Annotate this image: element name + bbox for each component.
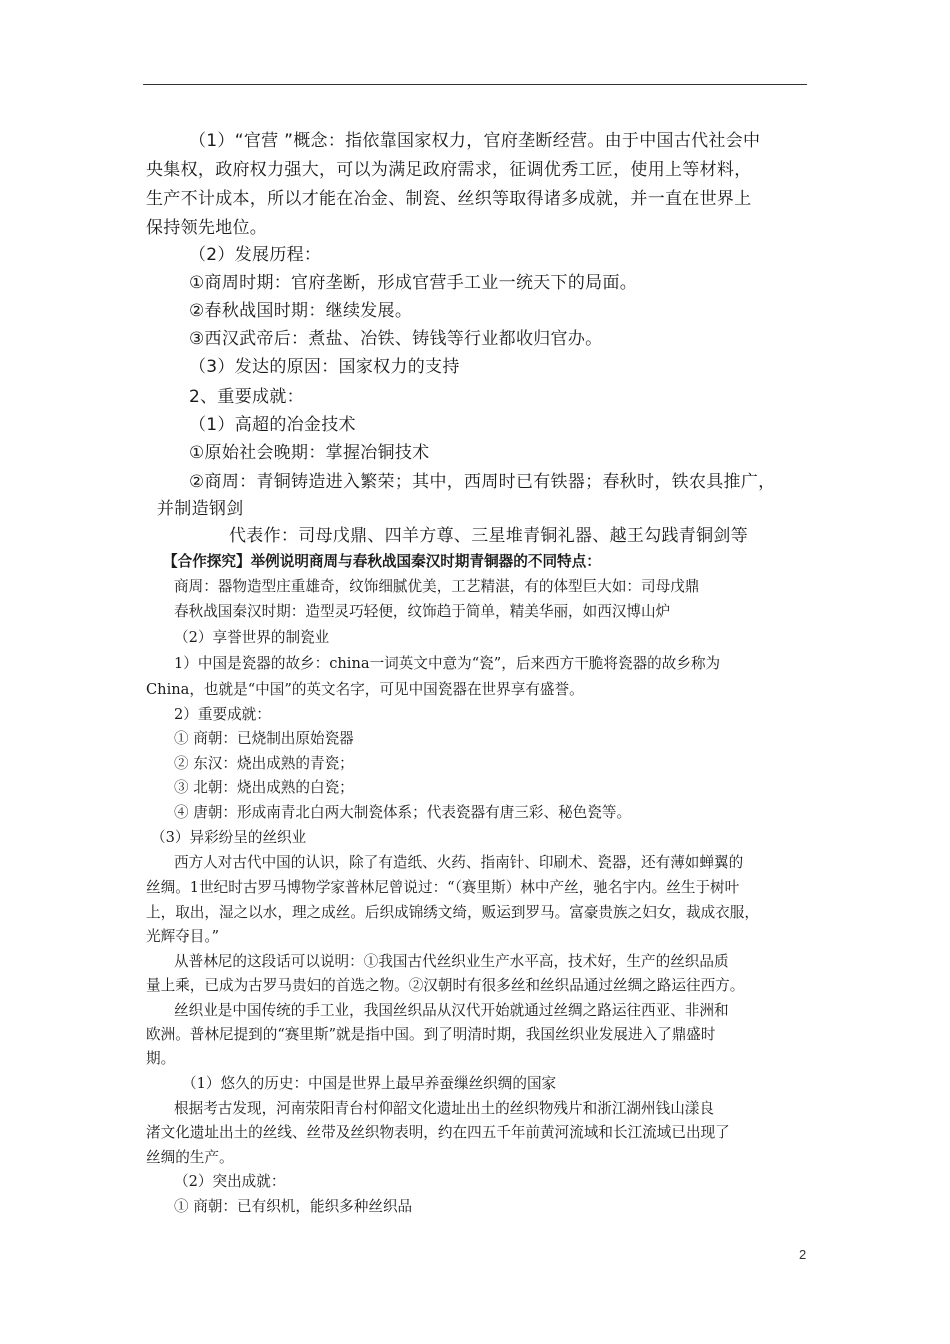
text-line: 根据考古发现，河南荥阳青台村仰韶文化遗址出土的丝织物残片和浙江湖州钱山漾良 — [174, 1100, 714, 1117]
text-line: 丝绸。1世纪时古罗马博物学家普林尼曾说过：“（赛里斯）林中产丝，驰名宇内。丝生于树叶 — [146, 879, 740, 896]
text-line: ① 商朝：已烧制出原始瓷器 — [174, 730, 354, 747]
text-line: 光辉夺目。” — [146, 928, 220, 945]
text-line: ③ 北朝：烧出成熟的白瓷； — [174, 779, 354, 796]
text-line: （3）异彩纷呈的丝织业 — [151, 829, 307, 846]
text-line: 春秋战国秦汉时期：造型灵巧轻便，纹饰趋于简单，精美华丽，如西汉博山炉 — [174, 603, 671, 620]
text-line: ②春秋战国时期：继续发展。 — [189, 301, 413, 321]
text-line: ② 东汉：烧出成熟的青瓷； — [174, 755, 354, 772]
text-line: 2、重要成就： — [189, 387, 304, 407]
text-line: 并制造钢剑 — [157, 499, 244, 519]
text-line: （2）享誉世界的制瓷业 — [174, 629, 330, 646]
text-line: （1）“官营 ”概念：指依靠国家权力，官府垄断经营。由于中国古代社会中 — [189, 131, 761, 151]
text-line: 生产不计成本，所以才能在冶金、制瓷、丝织等取得诸多成就，并一直在世界上 — [146, 189, 752, 209]
text-line: 欧洲。普林尼提到的“赛里斯”就是指中国。到了明清时期，我国丝织业发展进入了鼎盛时 — [146, 1026, 716, 1043]
header-rule — [143, 84, 807, 85]
text-line: ①商周时期：官府垄断，形成官营手工业一统天下的局面。 — [189, 273, 638, 293]
text-line: 1）中国是瓷器的故乡：china一词英文中意为“瓷”，后来西方干脆将瓷器的故乡称为 — [174, 655, 721, 672]
text-line: 保持领先地位。 — [146, 218, 268, 238]
section-heading: 【合作探究】举例说明商周与春秋战国秦汉时期青铜器的不同特点： — [163, 553, 601, 570]
text-line: ① 商朝：已有织机，能织多种丝织品 — [174, 1198, 413, 1215]
text-line: 渚文化遗址出土的丝线、丝带及丝织物表明，约在四五千年前黄河流域和长江流域已出现了 — [146, 1124, 730, 1141]
text-line: （2）发展历程： — [189, 245, 322, 265]
text-line: 代表作：司母戊鼎、四羊方尊、三星堆青铜礼器、越王勾践青铜剑等 — [229, 526, 748, 546]
text-line: 商周：器物造型庄重雄奇，纹饰细腻优美，工艺精湛，有的体型巨大如：司母戊鼎 — [174, 578, 700, 595]
text-line: （1）高超的冶金技术 — [189, 415, 356, 435]
text-line: ①原始社会晚期：掌握冶铜技术 — [189, 443, 430, 463]
text-line: 丝织业是中国传统的手工业，我国丝织品从汉代开始就通过丝绸之路运往西亚、非洲和 — [174, 1002, 729, 1019]
text-line: 2）重要成就： — [174, 706, 271, 723]
text-line: （3）发达的原因：国家权力的支持 — [189, 357, 460, 377]
text-line: China，也就是“中国”的英文名字，可见中国瓷器在世界享有盛誉。 — [146, 681, 584, 698]
text-line: ③西汉武帝后：煮盐、冶铁、铸钱等行业都收归官办。 — [189, 329, 603, 349]
text-line: 央集权，政府权力强大，可以为满足政府需求，征调优秀工匠，使用上等材料， — [146, 160, 752, 180]
text-line: ④ 唐朝：形成南青北白两大制瓷体系；代表瓷器有唐三彩、秘色瓷等。 — [174, 804, 632, 821]
text-line: 从普林尼的这段话可以说明：①我国古代丝织业生产水平高，技术好，生产的丝织品质 — [174, 953, 729, 970]
text-line: 期。 — [146, 1050, 176, 1067]
text-line: 上，取出，湿之以水，理之成丝。后织成锦绣文绮，贩运到罗马。富豪贵族之妇女，裁成衣服， — [146, 904, 759, 921]
text-line: 西方人对古代中国的认识，除了有造纸、火药、指南针、印刷术、瓷器，还有薄如蝉翼的 — [174, 854, 744, 871]
text-line: 丝绸的生产。 — [146, 1149, 234, 1166]
text-line: 量上乘，已成为古罗马贵妇的首选之物。②汉朝时有很多丝和丝织品通过丝绸之路运往西方。 — [146, 977, 745, 994]
text-line: （1）悠久的历史：中国是世界上最早养蚕缫丝织绸的国家 — [182, 1075, 557, 1092]
text-line: （2）突出成就： — [174, 1173, 286, 1190]
page-number: 2 — [799, 1247, 807, 1262]
text-line: ②商周：青铜铸造进入繁荣；其中，西周时已有铁器；春秋时，铁农具推广， — [189, 472, 776, 492]
